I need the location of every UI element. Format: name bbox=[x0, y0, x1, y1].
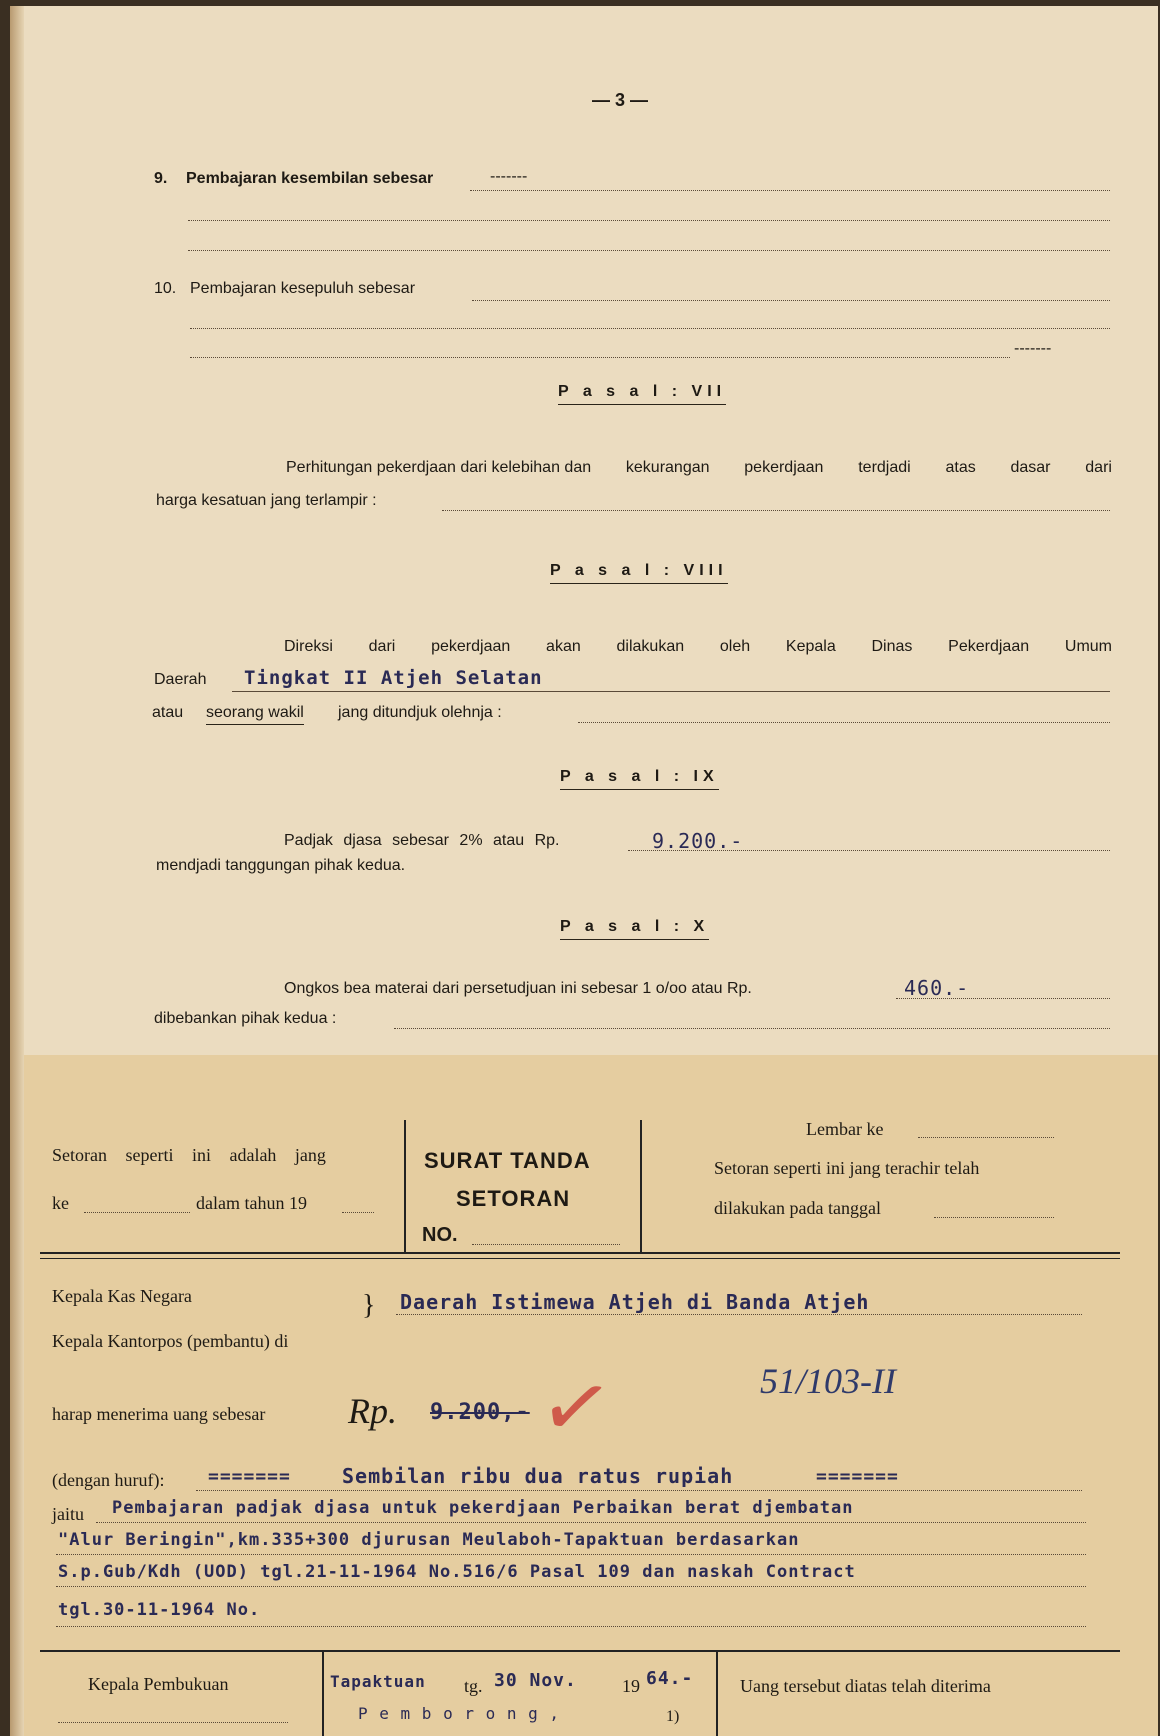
slip-right-line2: Setoran seperti ini jang terachir telah bbox=[714, 1158, 980, 1178]
pasal-8-word: Umum bbox=[1064, 638, 1112, 655]
slip-terima-label: harap menerima uang sebesar bbox=[52, 1404, 266, 1424]
pasal-8-line3-atau: atau bbox=[152, 704, 184, 721]
slip-title-box-left bbox=[404, 1120, 406, 1252]
slip-footer-box-right bbox=[716, 1652, 718, 1736]
slip-rp-value: 9.200,- bbox=[430, 1400, 530, 1425]
slip-huruf-tail: ======= bbox=[816, 1466, 899, 1487]
slip-jaitu-line-1: Pembajaran padjak djasa untuk pekerdjaan Perbaikan berat djembatan bbox=[112, 1498, 854, 1518]
slip-huruf-label: (dengan huruf): bbox=[52, 1470, 165, 1490]
slip-huruf-value: Sembilan ribu dua ratus rupiah bbox=[342, 1464, 734, 1488]
slip-footnote: 1) bbox=[666, 1708, 680, 1725]
slip-divider-1b bbox=[40, 1258, 1120, 1259]
pasal-7-heading: P a s a l : VII bbox=[558, 383, 726, 405]
slip-place: Tapaktuan bbox=[330, 1672, 426, 1691]
slip-left-tahun-line bbox=[342, 1212, 374, 1213]
pasal-7-line2: harga kesatuan jang terlampir : bbox=[156, 492, 377, 509]
pasal-8-fill-line bbox=[578, 722, 1110, 723]
slip-jaitu-label: jaitu bbox=[52, 1504, 84, 1524]
pasal-9-heading: P a s a l : IX bbox=[560, 768, 719, 790]
slip-huruf-lead: ======= bbox=[208, 1466, 291, 1487]
slip-recipient-line bbox=[396, 1314, 1082, 1315]
pasal-10-amount-line bbox=[896, 998, 1110, 999]
slip-jaitu-line-2: "Alur Beringin",km.335+300 djurusan Meulaboh-Tapaktuan berdasarkan bbox=[58, 1530, 800, 1550]
item9-label: Pembajaran kesembilan sebesar bbox=[186, 170, 434, 187]
pasal-10-heading: P a s a l : X bbox=[560, 918, 709, 940]
item9-number: 9. bbox=[154, 170, 168, 187]
item9-line3 bbox=[188, 250, 1110, 251]
pasal-10-text: Ongkos bea materai dari persetudjuan ini sebesar 1 o/oo atau Rp. bbox=[284, 980, 752, 997]
slip-jaitu-underline-1 bbox=[96, 1522, 1086, 1523]
item10-line bbox=[472, 300, 1110, 301]
pasal-7-word: atas bbox=[945, 459, 976, 476]
pasal-10-amount: 460.- bbox=[904, 976, 970, 1000]
slip-jaitu-line-4: tgl.30-11-1964 No. bbox=[58, 1600, 261, 1620]
red-check-mark-icon: ✓ bbox=[532, 1354, 620, 1462]
slip-title-line2: SETORAN bbox=[456, 1186, 571, 1211]
pasal-8-daerah-value: Tingkat II Atjeh Selatan bbox=[244, 667, 543, 689]
pasal-8-word: dari bbox=[368, 638, 396, 655]
pasal-10-line2: dibebankan pihak kedua : bbox=[154, 1010, 337, 1027]
item9-line bbox=[470, 190, 1110, 191]
pasal-8-line3-rest: jang ditundjuk olehnja : bbox=[338, 704, 502, 721]
pasal-8-word: Dinas bbox=[871, 638, 913, 655]
slip-left-ke: ke bbox=[52, 1193, 69, 1213]
slip-divider-1 bbox=[40, 1252, 1120, 1254]
pasal-8-word: Pekerdjaan bbox=[948, 638, 1030, 655]
slip-kas-label: Kepala Kas Negara bbox=[52, 1286, 192, 1306]
pasal-9-line2: mendjadi tanggungan pihak kedua. bbox=[156, 857, 406, 874]
pasal-7-fill-line bbox=[442, 510, 1110, 511]
page-number: — 3 — bbox=[592, 90, 649, 110]
item10-line2 bbox=[190, 328, 1110, 329]
pasal-8-word: Direksi bbox=[284, 638, 333, 655]
slip-lembar-label: Lembar ke bbox=[806, 1119, 884, 1139]
slip-pembukuan-line bbox=[58, 1722, 288, 1723]
item10-number: 10. bbox=[154, 280, 177, 297]
slip-left-line1: Setoran seperti ini adalah jang bbox=[52, 1145, 326, 1165]
slip-title-box-right bbox=[640, 1120, 642, 1252]
pasal-7-word: dasar bbox=[1010, 459, 1051, 476]
pasal-7-word: Perhitungan pekerdjaan dari kelebihan dan bbox=[286, 459, 592, 476]
slip-recipient: Daerah Istimewa Atjeh di Banda Atjeh bbox=[400, 1290, 870, 1314]
pasal-9-text: Padjak djasa sebesar 2% atau Rp. bbox=[284, 832, 560, 849]
item9-value: ------- bbox=[490, 168, 528, 185]
slip-pembukuan-label: Kepala Pembukuan bbox=[88, 1674, 229, 1694]
slip-huruf-line bbox=[196, 1490, 1082, 1491]
binding-edge bbox=[10, 6, 24, 1736]
pasal-7-line1 bbox=[286, 459, 1112, 477]
slip-tg-label: tg. bbox=[464, 1676, 483, 1696]
slip-left-tahun: dalam tahun 19 bbox=[196, 1193, 307, 1213]
slip-right-line3: dilakukan pada tanggal bbox=[714, 1198, 881, 1218]
pasal-8-daerah-line bbox=[232, 691, 1110, 692]
slip-year-prefix: 19 bbox=[622, 1676, 640, 1696]
slip-diterima-label: Uang tersebut diatas telah diterima bbox=[740, 1676, 991, 1696]
pasal-8-word: akan bbox=[546, 638, 581, 655]
slip-no-label: NO. bbox=[422, 1224, 458, 1246]
slip-jaitu-underline-2 bbox=[56, 1554, 1086, 1555]
slip-year-suffix: 64.- bbox=[646, 1668, 694, 1689]
pasal-8-word: Kepala bbox=[785, 638, 836, 655]
item10-tail: ------- bbox=[1014, 340, 1052, 357]
pasal-8-word: pekerdjaan bbox=[431, 638, 511, 655]
pasal-7-word: pekerdjaan bbox=[744, 459, 824, 476]
pasal-8-heading: P a s a l : VIII bbox=[550, 562, 728, 584]
pasal-8-daerah-label: Daerah bbox=[154, 671, 207, 688]
pasal-8-word: oleh bbox=[719, 638, 751, 655]
pasal-8-line3-wakil: seorang wakil bbox=[206, 704, 304, 725]
slip-lembar-line bbox=[918, 1137, 1054, 1138]
slip-jaitu-underline-4 bbox=[56, 1626, 1086, 1627]
slip-footer-box-left bbox=[322, 1652, 324, 1736]
pasal-8-line1 bbox=[284, 638, 1112, 656]
slip-jaitu-line-3: S.p.Gub/Kdh (UOD) tgl.21-11-1964 No.516/6 Pasal 109 dan naskah Contract bbox=[58, 1562, 856, 1582]
pasal-7-word: dari bbox=[1085, 459, 1112, 476]
pasal-7-word: kekurangan bbox=[625, 459, 710, 476]
slip-pemborong: P e m b o r o n g , bbox=[358, 1704, 561, 1723]
item10-label: Pembajaran kesepuluh sebesar bbox=[190, 280, 416, 297]
slip-rp-label: Rp. bbox=[348, 1391, 397, 1431]
slip-date-day: 30 Nov. bbox=[494, 1670, 577, 1691]
pasal-9-amount-line bbox=[628, 850, 1110, 851]
item9-line2 bbox=[188, 220, 1110, 221]
pasal-8-word: dilakukan bbox=[616, 638, 685, 655]
slip-jaitu-underline-3 bbox=[56, 1586, 1086, 1587]
item10-line3 bbox=[190, 357, 1010, 358]
pasal-9-amount: 9.200.- bbox=[652, 829, 744, 853]
slip-handwritten-ref: 51/103-II bbox=[760, 1361, 896, 1401]
slip-right-date-line bbox=[934, 1217, 1054, 1218]
pasal-10-fill-line bbox=[394, 1028, 1110, 1029]
slip-title-line1: SURAT TANDA bbox=[424, 1148, 591, 1173]
slip-brace: } bbox=[362, 1290, 376, 1321]
slip-kantor-label: Kepala Kantorpos (pembantu) di bbox=[52, 1331, 289, 1351]
pasal-7-word: terdjadi bbox=[858, 459, 911, 476]
slip-divider-2 bbox=[40, 1650, 1120, 1652]
slip-left-ke-line bbox=[84, 1212, 190, 1213]
slip-no-line bbox=[472, 1244, 620, 1245]
